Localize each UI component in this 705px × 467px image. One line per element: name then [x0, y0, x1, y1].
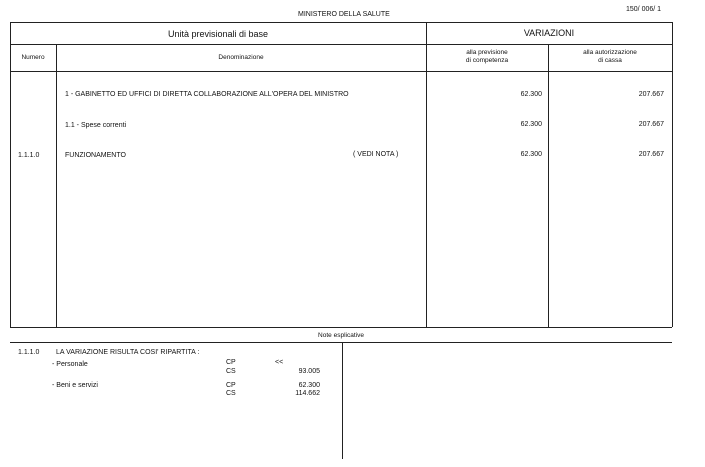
row-cassa: 207.667 — [638, 121, 664, 128]
note-cs-value: 93.005 — [298, 368, 320, 375]
note-cp-value: 62.300 — [298, 382, 320, 389]
variazioni-header: VARIAZIONI — [523, 28, 575, 38]
col-numero-header: Numero — [21, 54, 45, 61]
page-reference: 150/ 006/ 1 — [626, 6, 662, 13]
col-competenza-header-line1: alla previsione — [466, 49, 508, 56]
note-item-label: - Beni e servizi — [52, 382, 98, 389]
row-competenza: 62.300 — [520, 121, 542, 128]
note-item-label: - Personale — [52, 361, 88, 368]
upb-header: Unità previsionali di base — [167, 29, 269, 39]
row-numero: 1.1.1.0 — [18, 152, 40, 159]
col-cassa-header-line1: alla autorizzazione — [583, 49, 637, 56]
row-denominazione: 1.1 - Spese correnti — [65, 122, 127, 129]
row-nota-reference: ( VEDI NOTA ) — [353, 151, 399, 158]
note-cs-label: CS — [226, 368, 236, 375]
row-denominazione: FUNZIONAMENTO — [65, 152, 126, 159]
col-cassa-header-line2: di cassa — [598, 57, 622, 64]
col-competenza-header-line2: di competenza — [465, 57, 509, 64]
row-denominazione: 1 - GABINETTO ED UFFICI DI DIRETTA COLLABORAZIONE ALL'OPERA DEL MINISTRO — [65, 91, 349, 98]
note-numero: 1.1.1.0 — [18, 349, 40, 356]
note-cp-label: CP — [226, 359, 236, 366]
note-cs-value: 114.662 — [295, 390, 320, 397]
note-cp-value: << — [275, 359, 284, 366]
col-denominazione-header: Denominazione — [218, 54, 264, 61]
row-competenza: 62.300 — [520, 91, 542, 98]
note-cp-label: CP — [226, 382, 236, 389]
ministry-title: MINISTERO DELLA SALUTE — [298, 11, 390, 18]
row-competenza: 62.300 — [520, 151, 542, 158]
note-cs-label: CS — [226, 390, 236, 397]
row-cassa: 207.667 — [638, 91, 664, 98]
notes-title: Note esplicative — [318, 332, 364, 339]
note-intro: LA VARIAZIONE RISULTA COSI' RIPARTITA : — [56, 349, 200, 356]
row-cassa: 207.667 — [638, 151, 664, 158]
